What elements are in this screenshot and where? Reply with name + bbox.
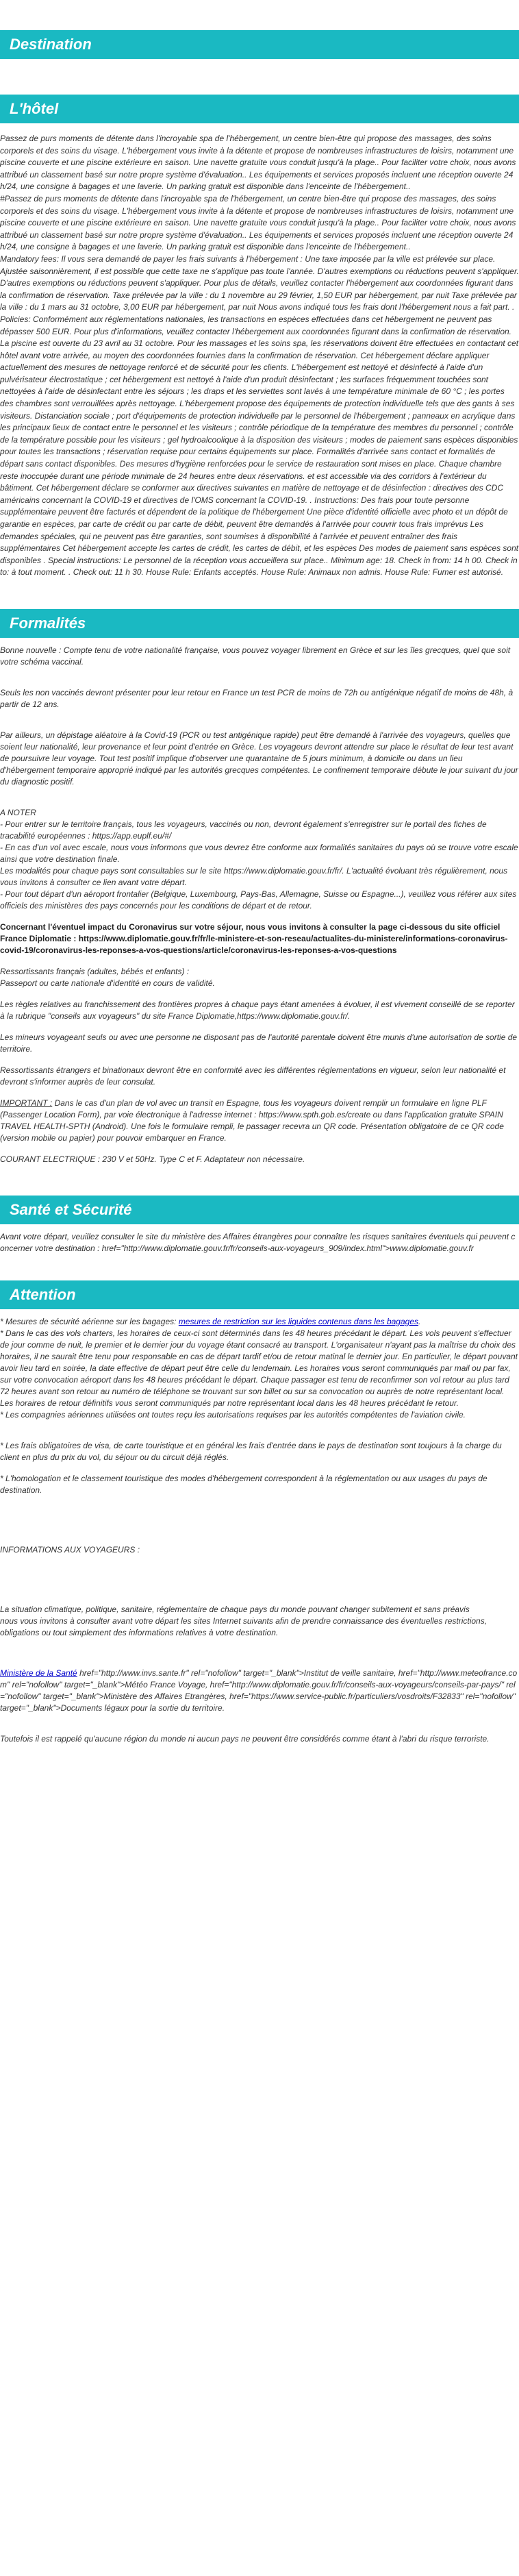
bagages-link[interactable]: mesures de restriction sur les liquides contenus dans les bagages	[178, 1316, 419, 1326]
bagages-suffix: .	[418, 1316, 421, 1326]
bagages-prefix: * Mesures de sécurité aérienne sur les bagages:	[0, 1316, 179, 1326]
important-label: IMPORTANT :	[0, 1098, 53, 1108]
important-text: Dans le cas d'un plan de vol avec un transit en Espagne, tous les voyageurs doivent remplir un formulaire en ligne PLF (Passenger Location Form), par voie électronique à l'adresse internet : https://www.spth.gob.es/create ou dans l'application gratuite SPAIN TRAVEL HEALTH-SPTH (Android). Une fois le formulaire rempli, le passager recevra un QR code. Présentation obligatoire de ce QR code (version mobile ou papier) pour pouvoir embarquer en France.	[0, 1098, 504, 1143]
homologation-notice: * L'homologation et le classement touristique des modes d'hébergement correspondent à la réglementation ou aux usages du pays de destination.	[0, 1473, 488, 1495]
situation-line-2: nous vous invitons à consulter avant votre départ les sites Internet suivants afin de prendre connaissance des éventuelles restrictions, obligations ou tout simplement des informations relatives à votre destination.	[0, 1615, 488, 1637]
compagnies-notice: * Les compagnies aériennes utilisées ont toutes reçu les autorisations requises par les autorités compétentes de l'aviation civile.	[0, 1409, 466, 1420]
section-title-hotel: L'hôtel	[0, 95, 519, 123]
anoter-item-4: - Pour tout départ d'un aéroport frontalier (Belgique, Luxembourg, Pays-Bas, Allemagne, Suisse ou Espagne...), veuillez vous référer aux sites officiels des ministères des pays concernés pour les conditions de départ et de retour.	[0, 889, 517, 911]
important-notice	[0, 1098, 519, 1144]
situation-line-1: La situation climatique, politique, sanitaire, réglementaire de chaque pays du monde pouvant changer subitement et sans préavis	[0, 1604, 470, 1614]
taxes-notice: * Les frais obligatoires de visa, de carte touristique et en général les frais d'entrée dans le pays de destination sont toujours à la charge du client en plus du prix du vol, du séjour ou du circuit déjà réglés.	[0, 1440, 502, 1462]
ressortissants-title: Ressortissants français (adultes, bébés et enfants) :	[0, 966, 190, 976]
coronavirus-notice: Concernant l'éventuel impact du Coronavirus sur votre séjour, nous vous invitons à consulter la page ci-dessous du site officiel France Diplomatie : https://www.diplomatie.gouv.fr/fr/le-ministere-et-son-reseau/actualites-du-ministere/informations-coronavirus-covid-19/coronavirus-les-reponses-a-vos-questions/article/coronavirus-les-reponses-a-vos-questions	[0, 921, 508, 955]
terrorism-notice: Toutefois il est rappelé qu'aucune région du monde ni aucun pays ne peuvent être considérés comme étant à l'abri du risque terroriste.	[0, 1733, 490, 1744]
formalites-unvaccinated: Seuls les non vaccinés devront présenter pour leur retour en France un test PCR de moins de 72h ou antigénique négatif de moins de 48h, à partir de 12 ans.	[0, 687, 514, 709]
anoter-title: A NOTER	[0, 807, 36, 817]
section-title-sante: Santé et Sécurité	[0, 1196, 519, 1224]
anoter-item-3: Les modalités pour chaque pays sont consultables sur le site https://www.diplomatie.gouv.fr/fr/. L'actualité évoluant très régulièrement, nous vous invitons à consulter ce lien avant votre départ.	[0, 865, 508, 887]
sante-content	[0, 1224, 519, 1254]
formalites-nationality: Bonne nouvelle : Compte tenu de votre nationalité française, vous pouvez voyager librement en Grèce et sur les îles grecques, quel que soit votre schéma vaccinal.	[0, 645, 511, 667]
page	[0, 30, 519, 1745]
hotel-description: Passez de purs moments de détente dans l'incroyable spa de l'hébergement, un centre bien-être qui propose des massages, des soins corporels et des soins du visage. L'hébergement vous invite à la détente et propose de nombreuses infrastructures de loisirs, notamment une piscine couverte et une piscine extérieure en saison. Une navette gratuite vous conduit jusqu'à la plage.. Pour faciliter votre choix, nous avons attribué un classement basé sur notre propre système d'évaluation.. Les équipements et services proposés incluent une réception ouverte 24 h/24, une consigne à bagages et une laverie. Un parking gratuit est disponible dans l'enceinte de l'hébergement.. #Passez de purs moments de détente dans l'incroyable spa de l'hébergement, un centre bien-être qui propose des massages, des soins corporels et des soins du visage. L'hébergement vous invite à la détente et propose de nombreuses infrastructures de loisirs, notamment une piscine couverte et une piscine extérieure en saison. Une navette gratuite vous conduit jusqu'à la plage.. Pour faciliter votre choix, nous avons attribué un classement basé sur notre propre système d'évaluation.. Les équipements et services proposés incluent une réception ouverte 24 h/24, une consigne à bagages et une laverie. Un parking gratuit est disponible dans l'enceinte de l'hébergement.. Mandatory fees: Il vous sera demandé de payer les frais suivants à l'hébergement : Une taxe imposée par la ville est prélevée sur place. Ajustée saisonnièrement, il est possible que cette taxe ne s'applique pas toute l'année. D'autres exemptions ou réductions peuvent s'appliquer. D'autres exemptions ou réductions peuvent s'appliquer. Pour plus de détails, veuillez contacter l'hébergement aux coordonnées figurant dans la confirmation de réservation. Taxe prélevée par la ville : du 1 novembre au 29 février, 1,50 EUR par hébergement, par nuit Taxe prélevée par la ville : du 1 mars au 31 octobre, 3,00 EUR par hébergement, par nuit Nous avons indiqué tous les frais dont l'hébergement nous a fait part. . Policies: Conformément aux réglementations nationales, les transactions en espèces effectuées dans cet hébergement ne peuvent pas dépasser 500 EUR. Pour plus d'informations, veuillez contacter l'hébergement aux coordonnées figurant dans la confirmation de réservation. La piscine est ouverte du 23 avril au 31 octobre. Pour les massages et les soins spa, les réservations doivent être effectuées en contactant cet hôtel avant votre arrivée, au moyen des coordonnées fournies dans la confirmation de réservation. Cet hébergement déclare appliquer actuellement des mesures de nettoyage renforcé et de sécurité pour les clients. L'hébergement est nettoyé et désinfecté à l'aide d'un pulvérisateur électrostatique ; cet hébergement est nettoyé à l'aide d'un produit désinfectant ; les surfaces fréquemment touchées sont nettoyées à l'aide de désinfectant entre les séjours ; les draps et les serviettes sont lavés à une température minimale de 60 °C ; les portes des chambres sont verrouillées après nettoyage. L'hébergement propose des équipements de protection individuelle tels que des gants à ses visiteurs. Distanciation sociale ; port d'équipements de protection individuelle par le personnel de l'hébergement ; panneaux en acrylique dans les principaux lieux de contact entre le personnel et les visiteurs ; contrôle périodique de la température des membres du personnel ; contrôle de la température possible pour les visiteurs ; gel hydroalcoolique à la disposition des visiteurs ; modes de paiement sans espèces disponibles pour toutes les transactions ; réservation requise pour certains équipements sur place. Formalités d'arrivée sans contact et formalités de départ sans contact disponibles. Des mesures d'hygiène renforcées pour le service de restauration sont mises en place. Chaque chambre reste inoccupée durant une période minimale de 24 heures entre deux réservations. et est accessible via des corridors à l'extérieur du bâtiment. Cet hébergement déclare se conformer aux directives suivantes en matière de nettoyage et de désinfection : directives des CDC américains concernant la COVID-19 et directives de l'OMS concernant la COVID-19. . Instructions: Des frais pour toute personne supplémentaire peuvent être facturés et dépendent de la politique de l'hébergement Une pièce d'identité officielle avec photo et un dépôt de garantie en espèces, par carte de crédit ou par carte de débit, peuvent être demandés à l'arrivée pour couvrir tous frais imprévus Les demandes spéciales, qui ne peuvent pas être garanties, sont soumises à disponibilité à l'arrivée et peuvent entraîner des frais supplémentaires Cet hébergement accepte les cartes de crédit, les cartes de débit, et les espèces Des modes de paiement sans espèces sont disponibles . Special instructions: Le personnel de la réception vous accueillera sur place.. Minimum age: 18. Check in from: 14 h 00. Check in to: à tout moment. . Check out: 11 h 30. House Rule: Enfants acceptés. House Rule: Animaux non admis. House Rule: Fumer est autorisé.	[0, 134, 519, 578]
section-title-attention: Attention	[0, 1280, 519, 1309]
useful-links-text: href="http://www.invs.sante.fr" rel="nofollow" target="_blank">Institut de veille sanitaire, href="http://www.meteofrance.com" rel="nofollow" target="_blank">Météo France Voyage, href="http://www.diplomatie.gouv.fr/fr/conseils-aux-voyageurs/conseils-par-pays/" rel="nofollow" target="_blank">Ministère des Affaires Etrangères, href="https://www.service-public.fr/particuliers/vosdroits/F32833" rel="nofollow" target="_blank">Documents légaux pour la sortie du territoire.	[0, 1668, 518, 1713]
horaires-notice: * Dans le cas des vols charters, les horaires de ceux-ci sont déterminés dans les 48 heures précédant le départ. Les vols peuvent s'effectuer de jour comme de nuit, le premier et le dernier jour du voyage étant consacré au transport. L'organisateur n'ayant pas la maîtrise du choix des horaires, il ne saurait être tenu pour responsable en cas de départ tardif et/ou de retour matinal le dernier jour. En particulier, le départ pouvant avoir lieu tard en soirée, la date effective de départ peut être celle du lendemain. Les horaires vous seront communiqués par mail ou par fax, sur votre convocation aéroport dans les 48 heures précédant le départ. Chaque passager est tenu de reconfirmer son vol retour au plus tard 72 heures avant son retour au numéro de téléphone se trouvant sur son billet ou sur sa convocation ou auprès de notre représentant local. Les horaires de retour définitifs vous seront communiqués par notre représentant local dans les 48 heures précédant le retour.	[0, 1328, 518, 1408]
electric-current: COURANT ELECTRIQUE : 230 V et 50Hz. Type C et F. Adaptateur non nécessaire.	[0, 1154, 305, 1164]
foreigners-notice: Ressortissants étrangers et binationaux devront être en conformité avec les différentes réglementations en vigueur, selon leur nationalité et devront s'informer auprès de leur consulat.	[0, 1065, 506, 1087]
useful-links	[0, 1668, 519, 1714]
formalites-content	[0, 638, 519, 1165]
minors-notice: Les mineurs voyageant seuls ou avec une personne ne disposant pas de l'autorité parentale doivent être munis d'une autorisation de sortie de territoire.	[0, 1032, 518, 1054]
ministere-sante-link[interactable]: Ministère de la Santé	[0, 1668, 77, 1678]
section-title-formalites: Formalités	[0, 609, 519, 638]
bagages-notice	[0, 1316, 519, 1328]
anoter-item-1: - Pour entrer sur le territoire français, tous les voyageurs, vaccinés ou non, devront également s'enregistrer sur le portail des fiches de tracabilité européennes : https://app.euplf.eu/#/	[0, 819, 487, 841]
infos-title: INFORMATIONS AUX VOYAGEURS :	[0, 1544, 140, 1555]
anoter-item-2: - En cas d'un vol avec escale, nous vous informons que vous devrez être conforme aux formalités sanitaires du pays où se trouve votre escale ainsi que votre destination finale.	[0, 842, 518, 864]
formalites-random-test: Par ailleurs, un dépistage aléatoire à la Covid-19 (PCR ou test antigénique rapide) peut être demandé à l'arrivée des voyageurs, quelles que soient leur nationalité, leur provenance et leur point d'entrée en Grèce. Les voyageurs devront attendre sur place le résultat de leur test avant de poursuivre leur voyage. Tout test positif implique d'observer une quarantaine de 5 jours minimum, à domicile ou dans un lieu d'hébergement temporaire approprié indiqué par les autorités grecques compétentes. Le confinement temporaire débute le jour suivant du jour du diagnostic positif.	[0, 730, 518, 787]
attention-content	[0, 1309, 519, 1745]
border-rules: Les règles relatives au franchissement des frontières propres à chaque pays étant amenées à évoluer, il est vivement conseillé de se reporter à la rubrique "conseils aux voyageurs" du site France Diplomatie,https://www.diplomatie.gouv.fr/.	[0, 999, 515, 1021]
ressortissants-docs: Passeport ou carte nationale d'identité en cours de validité.	[0, 978, 215, 988]
section-title-destination: Destination	[0, 30, 519, 59]
sante-text: Avant votre départ, veuillez consulter le site du ministère des Affaires étrangères pour connaître les risques sanitaires éventuels qui peuvent concerner votre destination : href="http://www.diplomatie.gouv.fr/fr/conseils-aux-voyageurs_909/index.html">www.diplomatie.gouv.fr	[0, 1231, 516, 1253]
